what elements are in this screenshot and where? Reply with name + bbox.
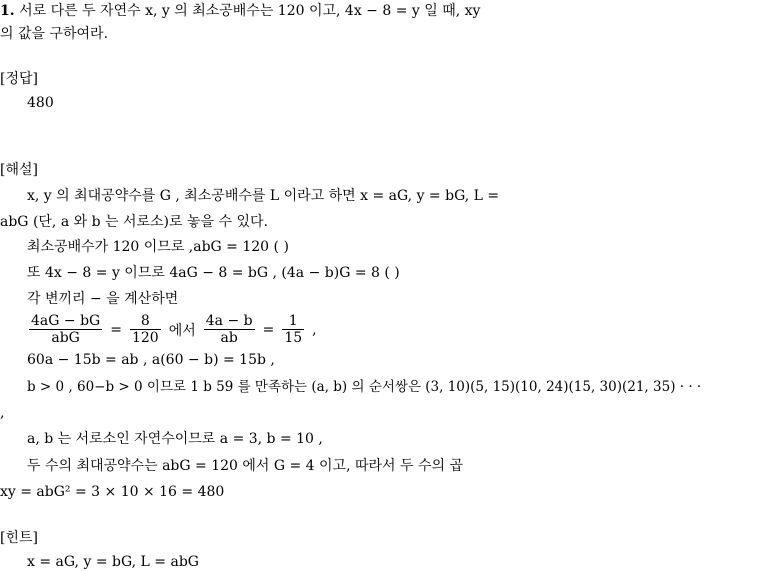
explanation-line-4: 또 4x − 8 = y 이므로 4aG − 8 = bG , (4a − b)G = 8 ( ) xyxy=(27,265,400,281)
fraction-3-denominator: ab xyxy=(220,330,238,346)
fraction-2-numerator: 8 xyxy=(130,313,161,330)
explanation-line-2: abG (단, a 와 b 는 서로소)로 놓을 수 있다. xyxy=(0,214,268,230)
fraction-1-denominator: abG xyxy=(51,330,80,346)
equals-sign-1: = xyxy=(110,321,122,338)
equals-sign-2: = xyxy=(262,321,275,338)
explanation-line-8: b > 0 , 60−b > 0 이므로 1 b 59 를 만족하는 (a, b) 의 순서쌍은 (3, 10)(5, 15)(10, 24)(15, 30)(21, 35) · · · xyxy=(27,379,702,395)
fraction-equation xyxy=(27,313,317,346)
explanation-line-5: 각 변끼리 − 을 계산하면 xyxy=(27,291,179,307)
explanation-heading: [해설] xyxy=(0,162,38,178)
explanation-line-3: 최소공배수가 120 이므로 ,abG = 120 ( ) xyxy=(27,239,289,255)
explanation-line-1: x, y 의 최대공약수를 G , 최소공배수를 L 이라고 하면 x = aG, y = bG, L = xyxy=(27,188,500,204)
fraction-4 xyxy=(282,313,304,346)
explanation-line-11: xy = abG² = 3 × 10 × 16 = 480 xyxy=(0,484,225,500)
answer-heading: [정답] xyxy=(0,71,38,87)
explanation-line-7: 60a − 15b = ab , a(60 − b) = 15b , xyxy=(27,352,275,368)
fraction-4-numerator: 1 xyxy=(282,313,304,330)
fraction-1-numerator: 4aG − bG xyxy=(31,313,101,329)
fraction-tail: , xyxy=(312,321,317,338)
hint-heading: [힌트] xyxy=(0,530,38,546)
problem-line-1 xyxy=(0,2,480,20)
fraction-3-numerator: 4a − b xyxy=(205,313,253,329)
hint-value: x = aG, y = bG, L = abG xyxy=(27,554,199,570)
fraction-1 xyxy=(29,313,102,346)
problem-text-2: 의 값을 구하여라. xyxy=(0,26,109,42)
fraction-2-denominator: 120 xyxy=(131,330,159,346)
explanation-line-8b: , xyxy=(0,405,5,421)
problem-text-1: 서로 다른 두 자연수 x, y 의 최소공배수는 120 이고, 4x − 8 = y 일 때, xy xyxy=(19,3,481,19)
explanation-line-9: a, b 는 서로소인 자연수이므로 a = 3, b = 10 , xyxy=(27,431,323,447)
fraction-connector: 에서 xyxy=(168,322,196,339)
fraction-2 xyxy=(130,313,161,346)
fraction-3 xyxy=(204,313,255,346)
fraction-4-denominator: 15 xyxy=(284,330,303,346)
problem-number: 1. xyxy=(0,3,15,19)
explanation-line-10: 두 수의 최대공약수는 abG = 120 에서 G = 4 이고, 따라서 두 수의 곱 xyxy=(27,458,463,474)
answer-value: 480 xyxy=(27,95,54,111)
